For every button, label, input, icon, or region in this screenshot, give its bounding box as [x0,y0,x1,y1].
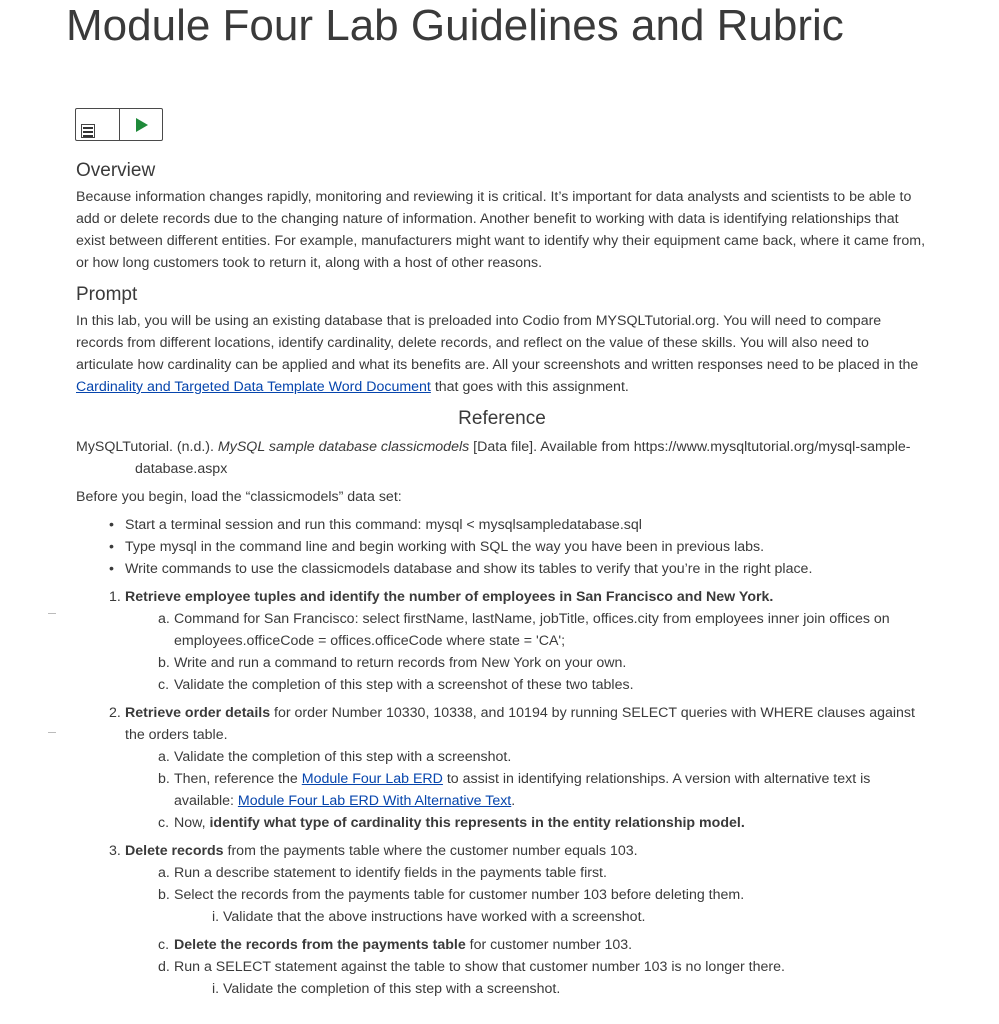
item-text: Run a describe statement to identify fields in the payments table first. [174,865,607,881]
list-item [125,608,928,652]
list-item [174,906,928,928]
item-text: Command for San Francisco: select firstName, lastName, jobTitle, offices.city from employees inner join offices on employees.officeCode = offices.officeCode where state = 'CA'; [174,611,890,649]
margin-tick [48,732,56,733]
step-3-text: from the payments table where the customer number equals 103. [223,843,638,859]
reference-heading: Reference [458,408,546,429]
list-item: • Start a terminal session and run this command: mysql < mysqlsampledatabase.sql [125,514,928,536]
item-letter: a. [158,611,170,627]
item-text: Validate the completion of this step with a screenshot of these two tables. [174,677,634,693]
item-letter: c. [158,815,170,831]
list-item [125,746,928,768]
substep-list [174,978,928,1000]
item-text: Validate the completion of this step with a screenshot. [223,981,561,997]
prompt-heading: Prompt [76,284,138,305]
item-bold: identify what type of cardinality this represents in the entity relationship model. [209,815,745,831]
item-letter: c. [158,677,170,693]
item-bold: Delete the records from the payments table [174,937,466,953]
step-number: 1. [109,589,121,605]
item-numeral: i. [212,981,220,997]
item-letter: a. [158,865,170,881]
steps-list [76,586,928,1000]
item-text: Validate that the above instructions have worked with a screenshot. [223,909,646,925]
item-letter: d. [158,959,170,975]
before-intro: Before you begin, load the “classicmodels” data set: [76,489,402,505]
erd-link[interactable]: Module Four Lab ERD [301,771,443,787]
list-icon [81,124,95,138]
list-item [125,884,928,928]
playlist-button[interactable] [76,109,120,140]
list-item [125,674,928,696]
content [76,156,928,1006]
step-number: 2. [109,705,121,721]
list-item [125,956,928,1000]
step-1-substeps [125,608,928,696]
item-text: . [511,793,516,809]
item-text: Validate the completion of this step with a screenshot. [174,749,512,765]
step-2-substeps [125,746,928,834]
step-2 [76,702,928,834]
step-2-text: for order Number 10330, 10338, and 10194 by running SELECT queries with WHERE clauses against the orders table. [125,705,915,743]
step-1-title: Retrieve employee tuples and identify the number of employees in San Francisco and New York. [125,589,774,605]
step-3-title: Delete records [125,843,224,859]
item-text: Select the records from the payments table for customer number 103 before deleting them. [174,887,745,903]
list-item [125,934,928,956]
citation-title: MySQL sample database classicmodels [217,439,470,455]
list-item [125,768,928,812]
list-item: • Type mysql in the command line and begin working with SQL the way you have been in previous labs. [125,536,928,558]
list-item [174,978,928,1000]
reference-citation [76,436,928,480]
play-button[interactable] [120,109,162,140]
list-item [125,812,928,834]
item-letter: a. [158,749,170,765]
prompt-text [76,310,928,398]
overview-heading: Overview [76,160,156,181]
substep-list [174,906,928,928]
step-3 [76,840,928,1000]
margin-tick [48,613,56,614]
erd-alt-text-link[interactable]: Module Four Lab ERD With Alternative Text [237,793,512,809]
step-number: 3. [109,843,121,859]
item-text: Run a SELECT statement against the table to show that customer number 103 is no longer there. [174,959,785,975]
step-3-substeps [125,862,928,1000]
list-item [125,862,928,884]
setup-list [76,514,928,580]
play-icon [136,118,148,132]
item-text: Now, [174,815,210,831]
item-text: to assist in identifying relationships. A version with alternative text is available: [174,771,871,809]
item-letter: b. [158,771,170,787]
step-1 [76,586,928,696]
item-letter: b. [158,655,170,671]
step-2-title: Retrieve order details [125,705,271,721]
prompt-text-part: In this lab, you will be using an existing database that is preloaded into Codio from MYSQLTutorial.org. You will need to compare records from different locations, identify cardinality, delete records, and reflect on the value of these skills. You will also need to articulate how cardinality can be applied and what its benefits are. All your screenshots and written responses need to be placed in the [76,313,919,373]
item-letter: b. [158,887,170,903]
template-document-link[interactable]: Cardinality and Targeted Data Template Word Document [76,379,431,395]
page-title: Module Four Lab Guidelines and Rubric [66,1,844,50]
item-text: Then, reference the [174,771,302,787]
overview-text: Because information changes rapidly, monitoring and reviewing it is critical. It’s important for data analysts and scientists to be able to add or delete records due to the changing nature of information. Another benefit to working with data is identifying relationships that exist between different entities. For example, manufacturers might want to identify why their equipment came back, where it came from, or how long customers took to return it, along with a host of other reasons. [76,189,926,271]
citation-part: MySQLTutorial. (n.d.). [76,439,218,455]
list-item [125,652,928,674]
item-text: for customer number 103. [465,937,633,953]
media-player [75,108,163,141]
item-text: Write and run a command to return records from New York on your own. [174,655,627,671]
list-item: • Write commands to use the classicmodels database and show its tables to verify that you’re in the right place. [125,558,928,580]
item-numeral: i. [212,909,220,925]
item-letter: c. [158,937,170,953]
citation-part: [Data file]. Available from https://www.mysqltutorial.org/mysql-sample-database.aspx [135,439,911,477]
prompt-text-part: that goes with this assignment. [430,379,629,395]
